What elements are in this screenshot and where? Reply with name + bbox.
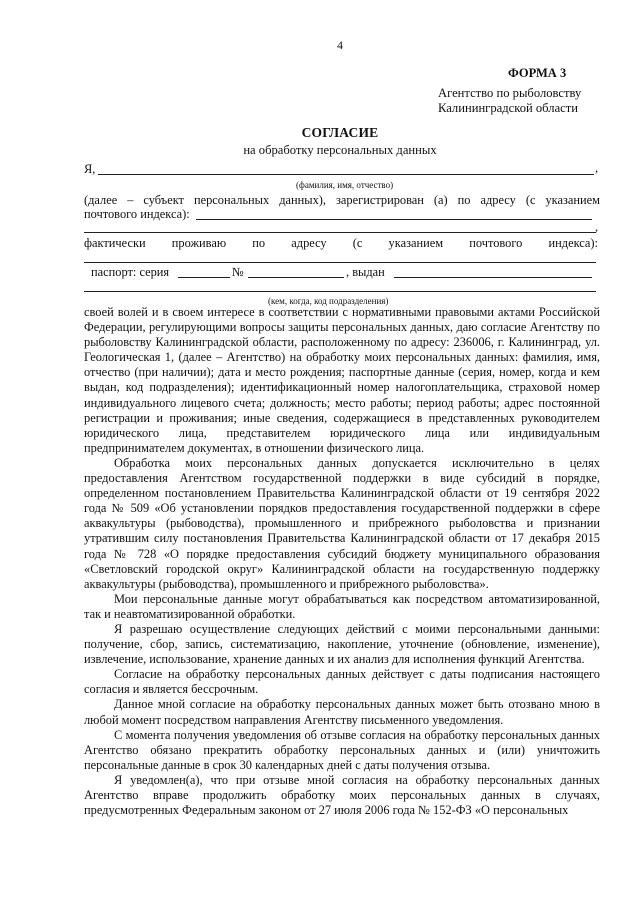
consent-body [84, 305, 600, 818]
issued-by-field-2[interactable] [84, 291, 596, 292]
passport-number-label: № [232, 265, 244, 279]
passport-series-label: паспорт: серия [91, 265, 170, 279]
addressee [438, 86, 581, 116]
paragraph-5: Согласие на обработку персональных данных действует с даты подписания настоящего согласия и является бессрочным. [84, 667, 600, 697]
registration-address-field[interactable] [196, 219, 592, 220]
issued-hint: (кем, когда, код подразделения) [268, 296, 389, 306]
issued-label: , выдан [346, 265, 385, 279]
registered-text: (далее – субъект персональных данных), зарегистрирован (а) по адресу (с указанием [84, 193, 600, 207]
paragraph-4: Я разрешаю осуществление следующих действий с моими персональными данными: получение, сбор, запись, систематизацию, накопление, уточнение (обновление, изменение), извлечение, использование, хранение данных и их анализ для исполнения функций Агентства. [84, 621, 600, 667]
comma: , [595, 161, 599, 175]
paragraph-8: Я уведомлен(а), что при отзыве мной согласия на обработку персональных данных Агентство вправе продолжить обработку моих персональных данных в случаях, предусмотренных Федеральным законом от 27 июля 2006 года № 152-ФЗ «О персональных [84, 772, 600, 818]
passport-series-field[interactable] [178, 277, 230, 278]
actual-address-field[interactable] [84, 262, 596, 263]
page-number: 4 [337, 38, 343, 52]
label-ya: Я, [84, 162, 96, 176]
postal-label: почтового индекса): [84, 207, 190, 221]
paragraph-3: Мои персональные данные могут обрабатываться как посредством автоматизированной, так и неавтоматизированной обработки. [84, 591, 600, 621]
form-label: ФОРМА 3 [508, 66, 567, 80]
document-title: СОГЛАСИЕ [301, 125, 379, 140]
passport-number-field[interactable] [248, 277, 344, 278]
issued-by-field[interactable] [394, 277, 592, 278]
paragraph-7: С момента получения уведомления об отзыве согласия на обработку персональных данных Агентство обязано прекратить обработку персональных данных и (или) уничтожить персональные данные в срок 30 календарных дней с даты получения отзыва. [84, 727, 600, 772]
paragraph-1: своей волей и в своем интересе в соответствии с нормативными правовыми актами Российской Федерации, регулирующими вопросы защиты персональных данных, даю согласие Агентству по рыболовству Калининградской области, расположенному по адресу: 236006, г. Калининград, ул. Геологическая 1, (далее – Агентство) на обработку моих персональных данных: фамилия, имя, отчество (при наличии); дата и место рождения; паспортные данные (серия, номер, когда и кем выдан, код подразделения); идентификационный номер налогоплательщика, страховой номер индивидуального лицевого счета; должность; место работы; период работы; адрес постоянной регистрации и проживания; иные сведения, содержащиеся в представленных руководителем юридического лица, представителем юридического лица или индивидуальным предпринимателем документах, в отношении физического лица. [84, 305, 600, 455]
registration-address-field-2[interactable] [84, 232, 596, 233]
fio-hint: (фамилия, имя, отчество) [296, 180, 394, 190]
actual-address-text: фактически проживаю по адресу (с указанием почтового индекса): [84, 236, 598, 250]
addressee-line-2: Калининградской области [438, 101, 578, 115]
addressee-line-1: Агентство по рыболовству [438, 86, 582, 100]
document-subtitle: на обработку персональных данных [243, 143, 437, 157]
paragraph-6: Данное мной согласие на обработку персональных данных может быть отозвано мною в любой момент посредством направления Агентству письменного уведомления. [84, 697, 600, 727]
paragraph-2: Обработка моих персональных данных допускается исключительно в целях предоставления Агентством государственной поддержки в виде субсидий в порядке, определенном постановлением Правительства Калининградской области от 19 сентября 2022 года № 509 «Об установлении порядков предоставления государственной поддержки в сфере аквакультуры (рыбоводства), промышленного и прибрежного рыболовства и признании утратившим силу постановления Правительства Калининградской области от 17 декабря 2015 года № 728 «О порядке предоставления субсидий бюджету муниципального образования «Светловский городской округ» Калининградской области на государственную поддержку аквакультуры (рыбоводства), промышленного и прибрежного рыболовства». [84, 455, 600, 591]
fio-field[interactable] [98, 174, 594, 175]
comma-2: , [595, 220, 599, 234]
